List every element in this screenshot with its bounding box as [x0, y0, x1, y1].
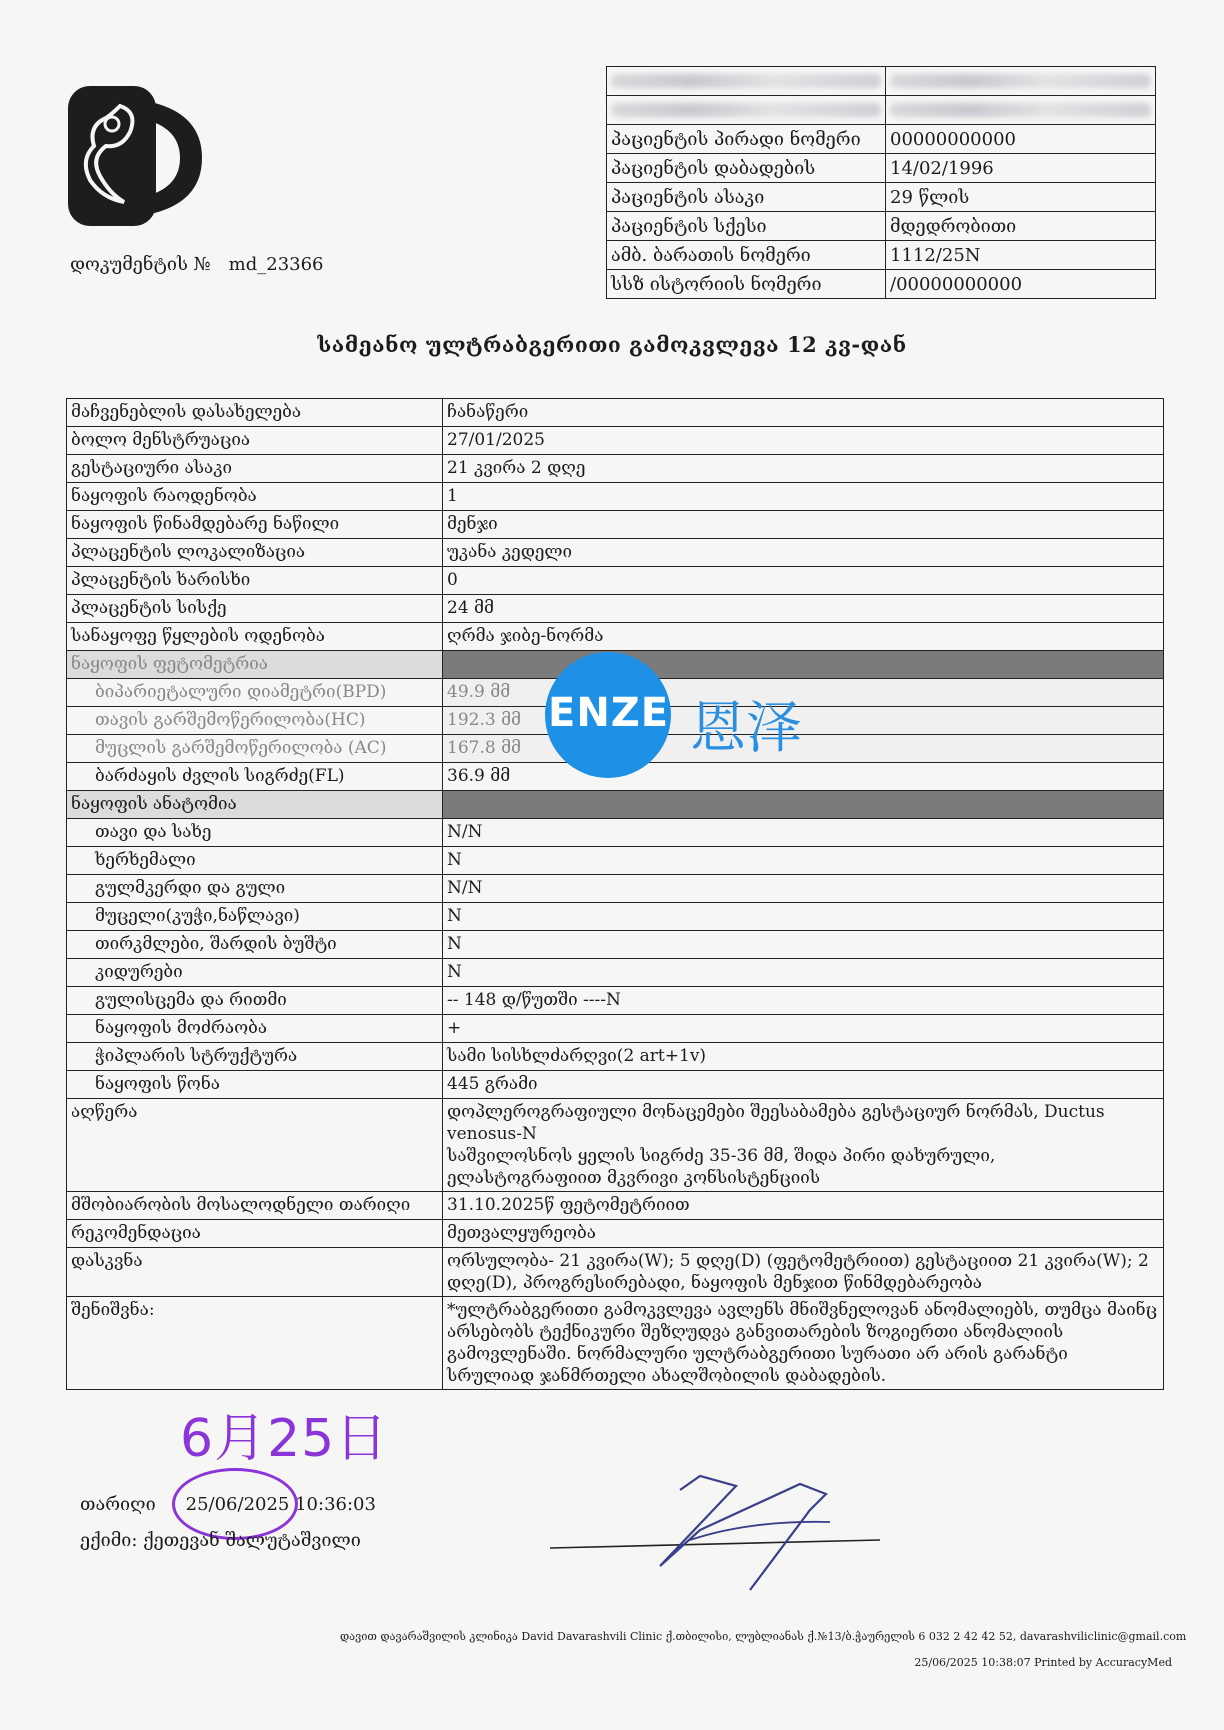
field-label: ბიპარიეტალური დიამეტრი(BPD) [67, 679, 443, 707]
field-value: ჩანაწერი [443, 399, 1164, 427]
handwritten-date-annotation: 6月25日 [180, 1409, 389, 1469]
table-row [67, 427, 1164, 455]
value-line: *ულტრაბგერითი გამოკვლევა ავლენს მნიშვნელოვან ანომალიებს, თუმცა მაინც [447, 1300, 1158, 1320]
redacted-text [890, 74, 1151, 88]
field-value: 00000000000 [886, 125, 1156, 154]
redacted-text [611, 74, 881, 88]
field-label: მუცლის გარშემოწერილობა (AC) [67, 735, 443, 763]
field-value-multiline [443, 1248, 1164, 1297]
field-label: სსზ ისტორიის ნომერი [607, 270, 886, 299]
table-row [67, 483, 1164, 511]
field-value: N [443, 931, 1164, 959]
field-value: ღრმა ჯიბე-ნორმა [443, 623, 1164, 651]
table-row [67, 1248, 1164, 1297]
field-label: დასკვნა [67, 1248, 443, 1297]
field-label: მშობიარობის მოსალოდნელი თარიღი [67, 1192, 443, 1220]
field-label: ჭიპლარის სტრუქტურა [67, 1043, 443, 1071]
field-value: /00000000000 [886, 270, 1156, 299]
table-row [67, 1015, 1164, 1043]
signature [550, 1470, 930, 1610]
field-label: ხერხემალი [67, 847, 443, 875]
table-row [67, 1099, 1164, 1192]
table-row [67, 819, 1164, 847]
field-label: პაციენტის ასაკი [607, 183, 886, 212]
table-row [67, 847, 1164, 875]
watermark-text: ENZE [548, 690, 670, 736]
field-value: + [443, 1015, 1164, 1043]
clinic-logo [62, 78, 212, 233]
value-line: საშვილოსნოს ყელის სიგრძე 35-36 მმ, შიდა პირი დახურული, [447, 1146, 996, 1166]
field-value: -- 148 დ/წუთში ----N [443, 987, 1164, 1015]
redacted-text [890, 103, 1151, 117]
watermark-chinese: 恩泽 [690, 696, 802, 761]
field-value: 21 კვირა 2 დღე [443, 455, 1164, 483]
field-value: სამი სისხლძარღვი(2 art+1v) [443, 1043, 1164, 1071]
document-number [70, 254, 324, 275]
field-value: 167.8 მმ [443, 735, 1164, 763]
field-value: 1112/25N [886, 241, 1156, 270]
field-value: 445 გრამი [443, 1071, 1164, 1099]
field-value: N [443, 959, 1164, 987]
table-row [607, 67, 1156, 96]
value-line: არსებობს ტექნიკური შეზღუდვა განვითარების ზოგიერთი ანომალიის [447, 1322, 1064, 1342]
field-value: 24 მმ [443, 595, 1164, 623]
value-line: venosus-N [447, 1124, 537, 1144]
table-row [67, 959, 1164, 987]
field-value: 27/01/2025 [443, 427, 1164, 455]
table-row [607, 183, 1156, 212]
table-row [607, 96, 1156, 125]
field-label: ნაყოფის წინამდებარე ნაწილი [67, 511, 443, 539]
table-row [607, 241, 1156, 270]
field-label: მუცელი(კუჭი,ნაწლავი) [67, 903, 443, 931]
clinic-footer: დავით დავარაშვილის კლინიკა David Davarashvili Clinic ქ.თბილისი, ლუბლიანას ქ.№13/ბ.ჭაურელის 6 032 2 42 42 52, davarashviliclinic@gmail.com [340, 1630, 1187, 1643]
field-label: ბარძაყის ძვლის სიგრძე(FL) [67, 763, 443, 791]
table-row [67, 595, 1164, 623]
value-line: გამოვლენაში. ნორმალური ულტრაბგერითი სურათი არ არის გარანტი [447, 1344, 1068, 1364]
field-value: უკანა კედელი [443, 539, 1164, 567]
field-value-multiline [443, 1099, 1164, 1192]
value-line: დოპლეროგრაფიული მონაცემები შეესაბამება გესტაციურ ნორმას, Ductus [447, 1102, 1105, 1122]
table-row [67, 1192, 1164, 1220]
table-row [67, 875, 1164, 903]
field-label: პლაცენტის სისქე [67, 595, 443, 623]
date-value: 25/06/2025 10:36:03 [185, 1494, 376, 1515]
value-line: დღე(D), პროგრესირებადი, ნაყოფის მენჯით წინმდებარეობა [447, 1273, 982, 1293]
field-value: N [443, 903, 1164, 931]
field-value: 0 [443, 567, 1164, 595]
field-label: პლაცენტის ხარისხი [67, 567, 443, 595]
field-value: N [443, 847, 1164, 875]
field-value: 49.9 მმ [443, 679, 1164, 707]
value-line: სრულიად ჯანმრთელი ახალშობილის დაბადების. [447, 1366, 887, 1386]
field-value: 31.10.2025წ ფეტომეტრიით [443, 1192, 1164, 1220]
field-value: 1 [443, 483, 1164, 511]
table-row [67, 987, 1164, 1015]
field-value: N/N [443, 819, 1164, 847]
field-value: მდედრობითი [886, 212, 1156, 241]
table-row [67, 1071, 1164, 1099]
field-label: კიდურები [67, 959, 443, 987]
field-value: 29 წლის [886, 183, 1156, 212]
table-row [67, 1297, 1164, 1390]
field-label: პაციენტის პირადი ნომერი [607, 125, 886, 154]
table-row [67, 511, 1164, 539]
field-label: პაციენტის დაბადების [607, 154, 886, 183]
value-line: ელასტოგრაფიით მკვრივი კონსისტენციის [447, 1168, 821, 1188]
field-label: ნაყოფის ანატომია [67, 791, 443, 819]
table-row [67, 455, 1164, 483]
field-label: შენიშვნა: [67, 1297, 443, 1390]
table-row [67, 791, 1164, 819]
date-label: თარიღი [80, 1494, 156, 1515]
field-value: N/N [443, 875, 1164, 903]
value-line: ორსულობა- 21 კვირა(W); 5 დღე(D) (ფეტომეტრიით) გესტაციით 21 კვირა(W); 2 [447, 1251, 1149, 1271]
document-title: სამეანო ულტრაბგერითი გამოკვლევა 12 კვ-დან [317, 332, 907, 357]
field-label: თირკმლები, შარდის ბუშტი [67, 931, 443, 959]
field-label: მაჩვენებლის დასახელება [67, 399, 443, 427]
redacted-text [611, 103, 881, 117]
field-label: ნაყოფის რაოდენობა [67, 483, 443, 511]
field-label: გულისცემა და რითმი [67, 987, 443, 1015]
field-value-multiline [443, 1297, 1164, 1390]
table-row [67, 399, 1164, 427]
field-label: თავის გარშემოწერილობა(HC) [67, 707, 443, 735]
table-row [67, 539, 1164, 567]
table-row [607, 154, 1156, 183]
field-label: ნაყოფის წონა [67, 1071, 443, 1099]
footer-date [80, 1494, 376, 1515]
field-value: მენჯი [443, 511, 1164, 539]
field-value: 14/02/1996 [886, 154, 1156, 183]
table-row [67, 903, 1164, 931]
table-row [607, 125, 1156, 154]
field-label: გესტაციური ასაკი [67, 455, 443, 483]
ultrasound-results-table [66, 398, 1164, 1390]
table-row [67, 623, 1164, 651]
field-label: თავი და სახე [67, 819, 443, 847]
field-label: ამბ. ბარათის ნომერი [607, 241, 886, 270]
field-label: აღწერა [67, 1099, 443, 1192]
table-row [67, 1220, 1164, 1248]
field-value: 192.3 მმ [443, 707, 1164, 735]
printed-by: 25/06/2025 10:38:07 Printed by AccuracyMed [914, 1656, 1172, 1669]
document-number-label: დოკუმენტის № [70, 254, 211, 275]
patient-info-table [606, 66, 1156, 299]
field-label: ბოლო მენსტრუაცია [67, 427, 443, 455]
field-value: 36.9 მმ [443, 763, 1164, 791]
field-value: მეთვალყურეობა [443, 1220, 1164, 1248]
field-label: გულმკერდი და გული [67, 875, 443, 903]
table-row [67, 1043, 1164, 1071]
field-label: ნაყოფის ფეტომეტრია [67, 651, 443, 679]
field-value [443, 791, 1164, 819]
table-row [607, 212, 1156, 241]
table-row [607, 270, 1156, 299]
doctor-name: ექიმი: ქეთევან შალუტაშვილი [80, 1530, 361, 1551]
document-number-value: md_23366 [228, 254, 324, 275]
field-label: პაციენტის სქესი [607, 212, 886, 241]
field-value [443, 651, 1164, 679]
table-row [67, 931, 1164, 959]
field-label: რეკომენდაცია [67, 1220, 443, 1248]
field-label: პლაცენტის ლოკალიზაცია [67, 539, 443, 567]
field-label: სანაყოფე წყლების ოდენობა [67, 623, 443, 651]
table-row [67, 567, 1164, 595]
field-label: ნაყოფის მოძრაობა [67, 1015, 443, 1043]
